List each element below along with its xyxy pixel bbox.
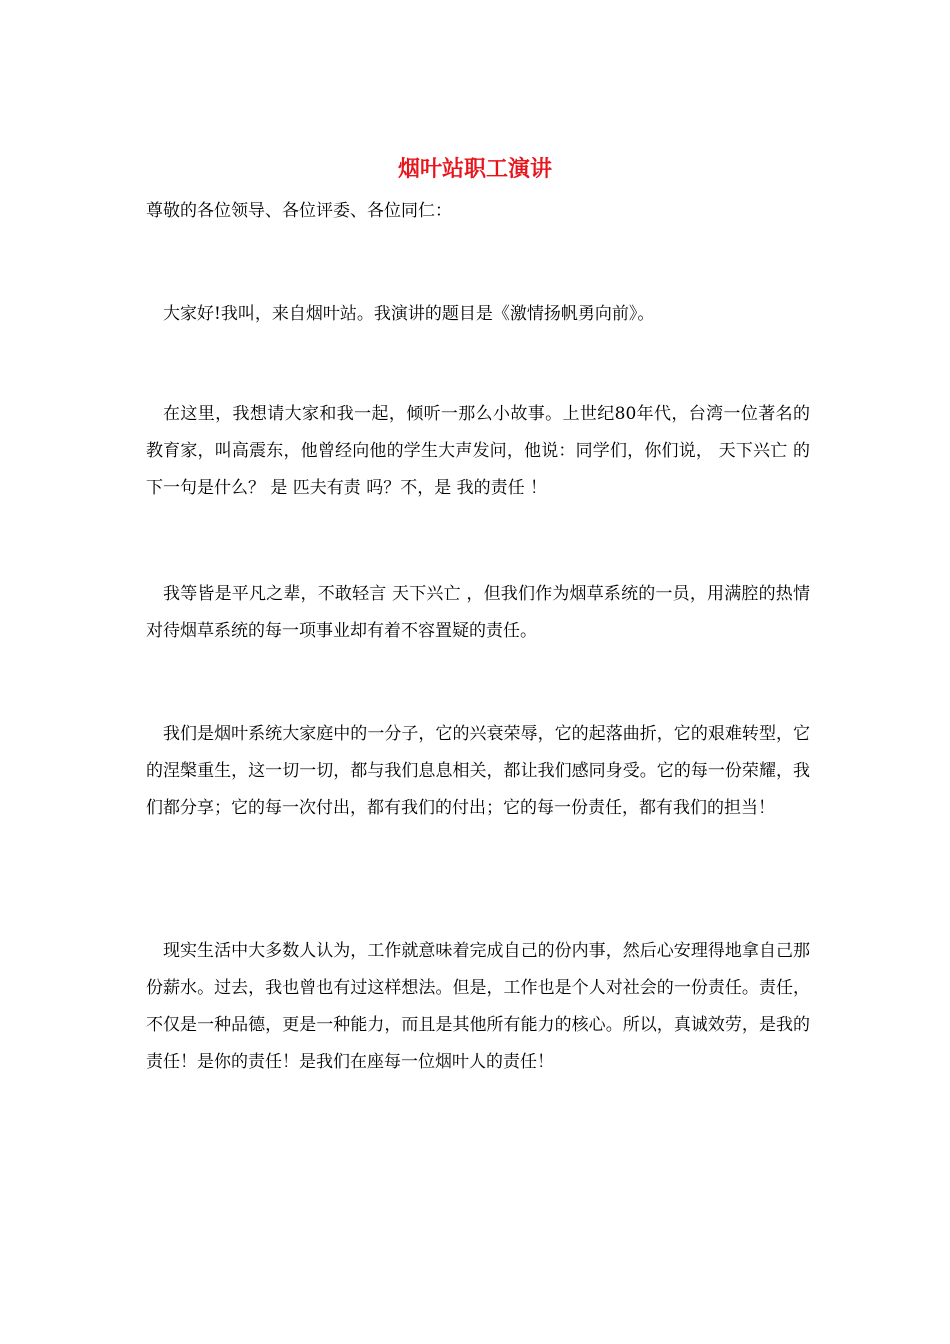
paragraph: 我们是烟叶系统大家庭中的一分子，它的兴衰荣辱，它的起落曲折，它的艰难转型，它的涅槃重生，这一切一切，都与我们息息相关，都让我们感同身受。它的每一份荣耀，我们都分享；它的每一次付出，都有我们的付出；它的每一份责任，都有我们的担当！ — [146, 724, 810, 818]
paragraph: 在这里，我想请大家和我一起，倾听一那么小故事。上世纪80年代，台湾一位著名的教育家，叫高震东，他曾经向他的学生大声发问，他说：同学们，你们说， 天下兴亡 的下一句是什么？ 是 匹夫有责 吗？不，是 我的责任 ！ — [146, 404, 810, 498]
paragraph: 我等皆是平凡之辈，不敢轻言 天下兴亡 ，但我们作为烟草系统的一员，用满腔的热情对待烟草系统的每一项事业却有着不容置疑的责任。 — [146, 584, 810, 641]
paragraph: 大家好!我叫，来自烟叶站。我演讲的题目是《激情扬帆勇向前》。 — [163, 304, 655, 324]
salutation: 尊敬的各位领导、各位评委、各位同仁： — [146, 201, 452, 221]
paragraph: 现实生活中大多数人认为，工作就意味着完成自己的份内事，然后心安理得地拿自己那份薪水。过去，我也曾也有过这样想法。但是，工作也是个人对社会的一份责任。责任，不仅是一种品德，更是一种能力，而且是其他所有能力的核心。所以，真诚效劳，是我的责任！是你的责任！是我们在座每一位烟叶人的责任！ — [146, 941, 810, 1072]
document-title: 烟叶站职工演讲 — [397, 156, 552, 182]
